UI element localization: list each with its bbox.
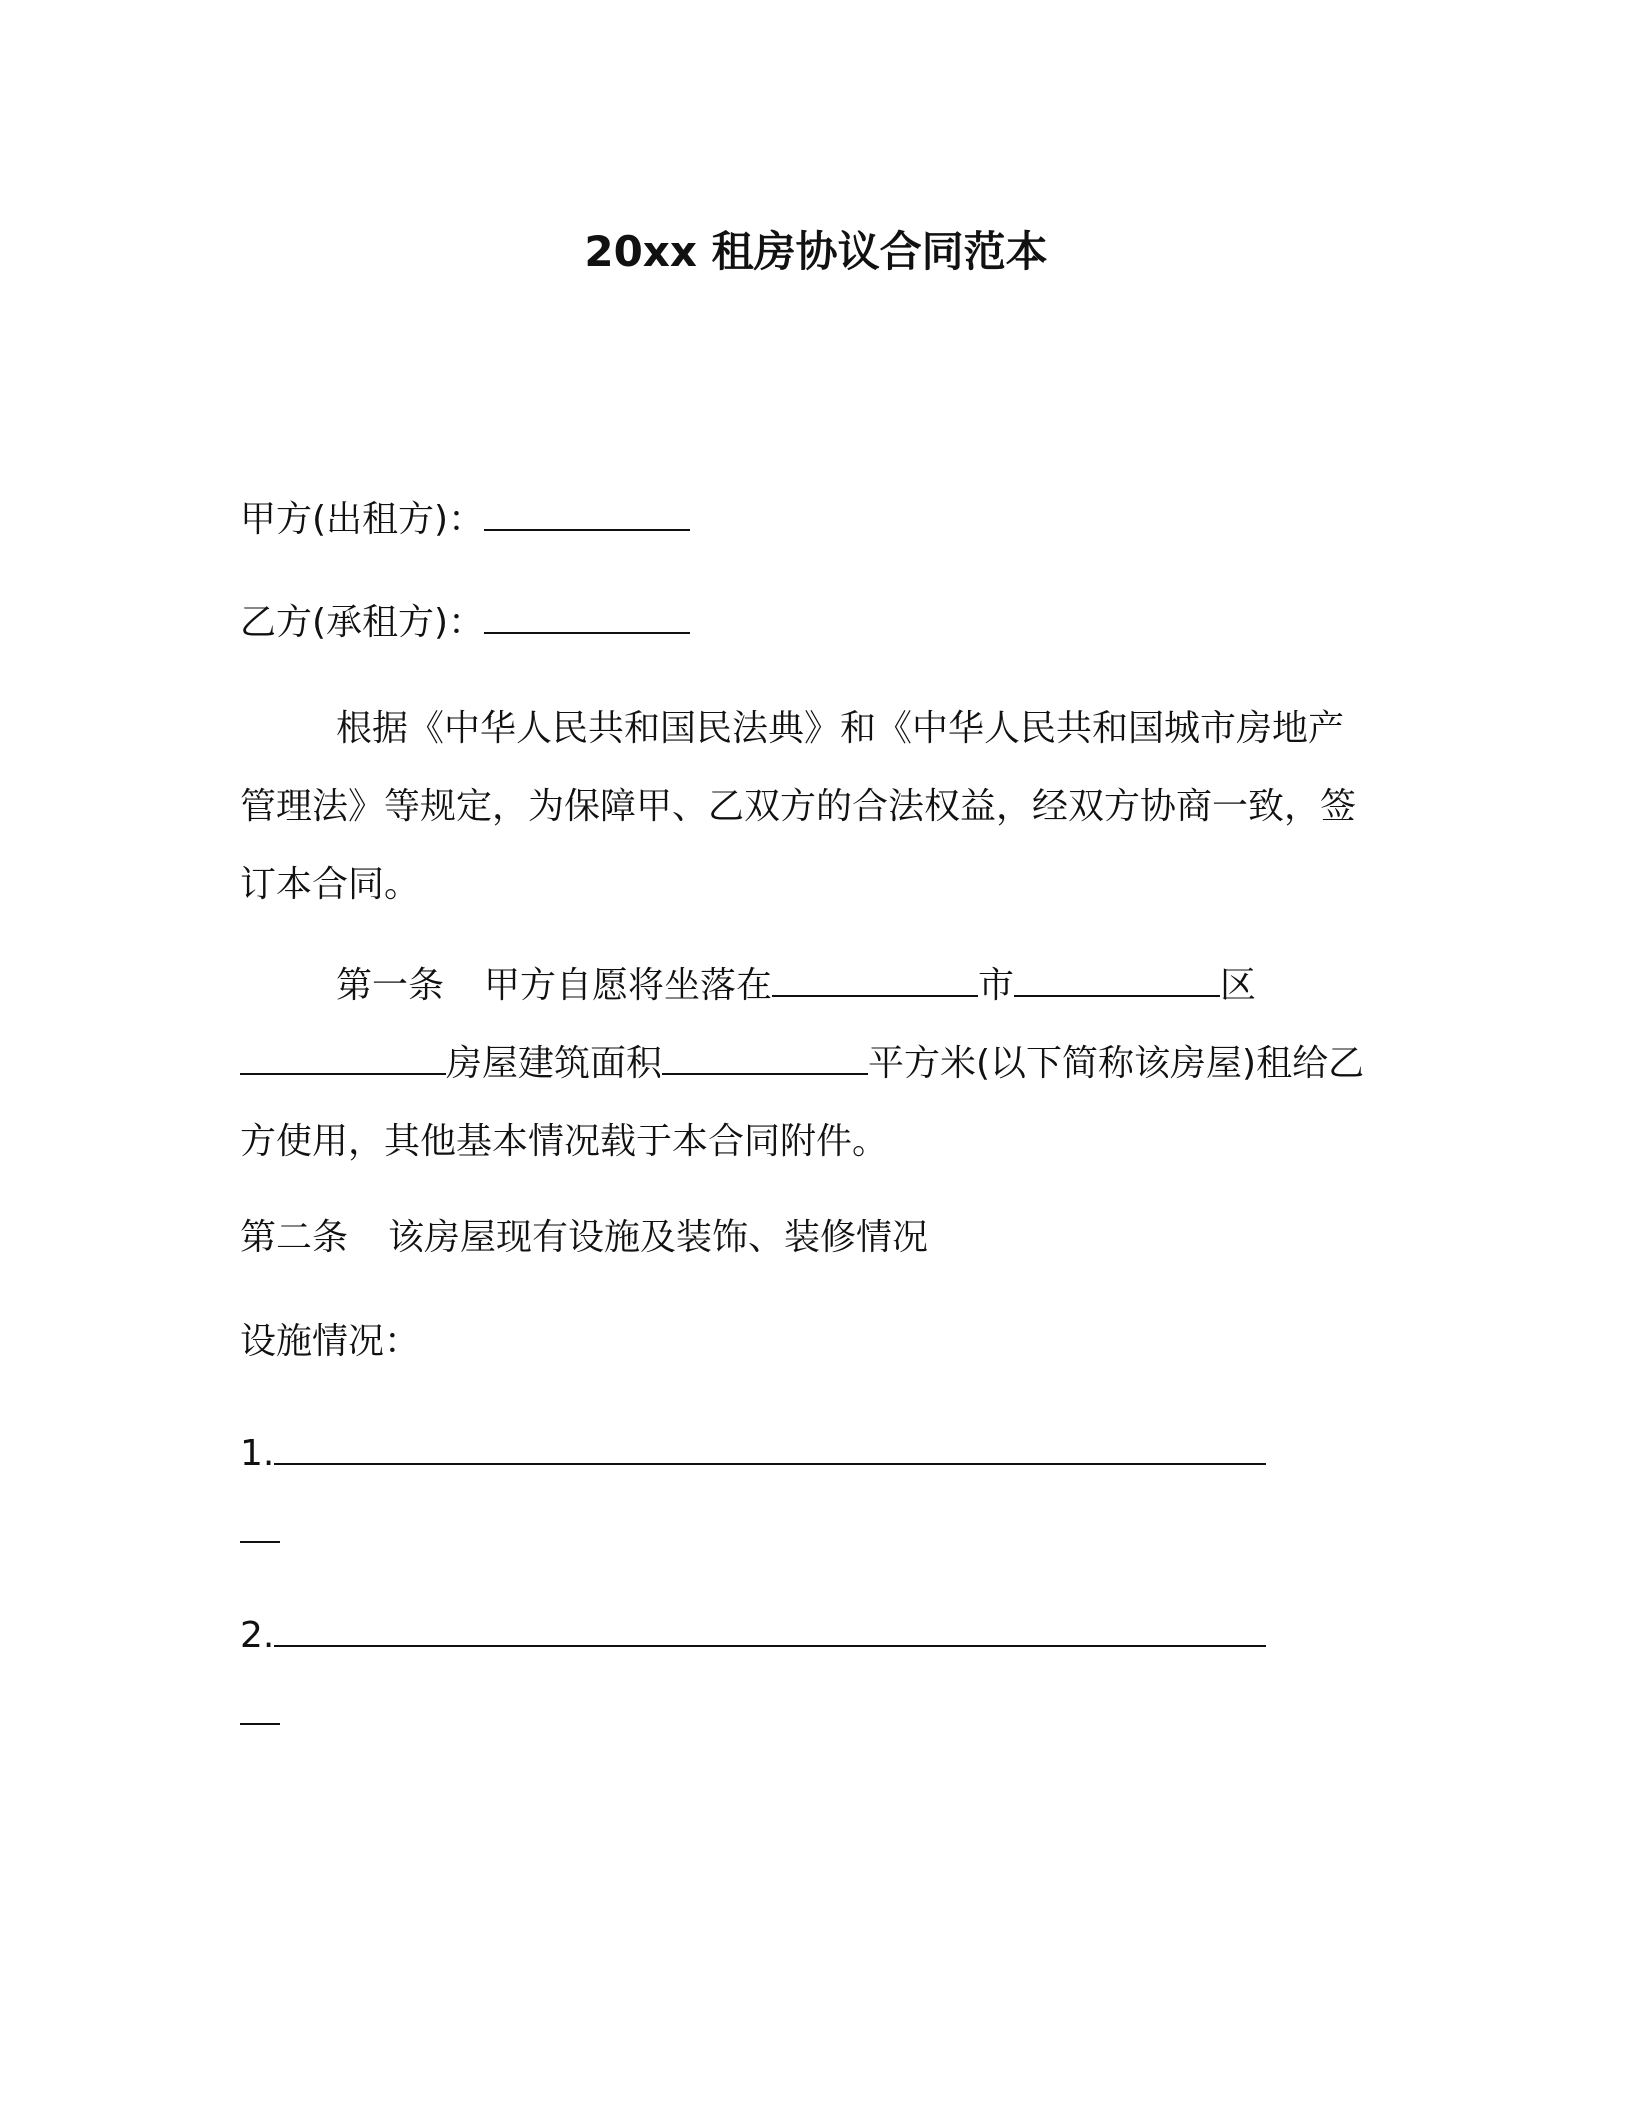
facility-item-2-blank bbox=[274, 1615, 1266, 1647]
party-b-blank bbox=[484, 602, 690, 634]
article-2-heading: 第二条 bbox=[240, 1217, 349, 1258]
document-title: 20xx 租房协议合同范本 bbox=[584, 227, 1048, 276]
article-2-text: 该房屋现有设施及装饰、装修情况 bbox=[388, 1217, 929, 1258]
facility-item-1 bbox=[240, 1424, 1266, 1484]
city-blank bbox=[772, 965, 978, 997]
party-a-label: 甲方(出租方)： bbox=[240, 499, 485, 540]
preamble-paragraph: 根据《中华人民共和国民法典》和《中华人民共和国城市房地产管理法》等规定，为保障甲、乙双方的合法权益，经双方协商一致，签订本合同。 bbox=[240, 708, 1357, 905]
facility-item-2-label: 2. bbox=[240, 1615, 275, 1656]
article-1-text-2: 市 bbox=[978, 965, 1015, 1006]
facility-item-1-blank bbox=[274, 1433, 1266, 1465]
party-b-line bbox=[240, 593, 690, 653]
article-1-text-4: 房屋建筑面积 bbox=[446, 1043, 663, 1084]
article-1-text-5: 平方米(以下简称该房屋)租给乙方使用，其他基本情况载于本合同附件。 bbox=[240, 1043, 1365, 1162]
facility-item-2-blank-continued bbox=[240, 1693, 280, 1725]
facility-item-2 bbox=[240, 1606, 1266, 1666]
article-1-paragraph bbox=[240, 947, 1370, 1181]
facility-item-1-blank-continued bbox=[240, 1511, 280, 1543]
article-2-line bbox=[240, 1208, 928, 1268]
article-1-text-1: 甲方自愿将坐落在 bbox=[484, 965, 773, 1006]
party-a-line bbox=[240, 490, 690, 550]
facility-item-1-continuation bbox=[240, 1502, 280, 1562]
article-1-text-3: 区 bbox=[1220, 965, 1257, 1006]
district-blank bbox=[1014, 965, 1220, 997]
article-1-heading: 第一条 bbox=[336, 965, 445, 1006]
facility-item-2-continuation bbox=[240, 1684, 280, 1744]
address-blank bbox=[240, 1043, 446, 1075]
facility-item-1-label: 1. bbox=[240, 1433, 275, 1474]
party-a-blank bbox=[484, 499, 690, 531]
area-blank bbox=[662, 1043, 868, 1075]
facilities-label: 设施情况： bbox=[240, 1321, 421, 1362]
party-b-label: 乙方(承租方)： bbox=[240, 602, 485, 643]
